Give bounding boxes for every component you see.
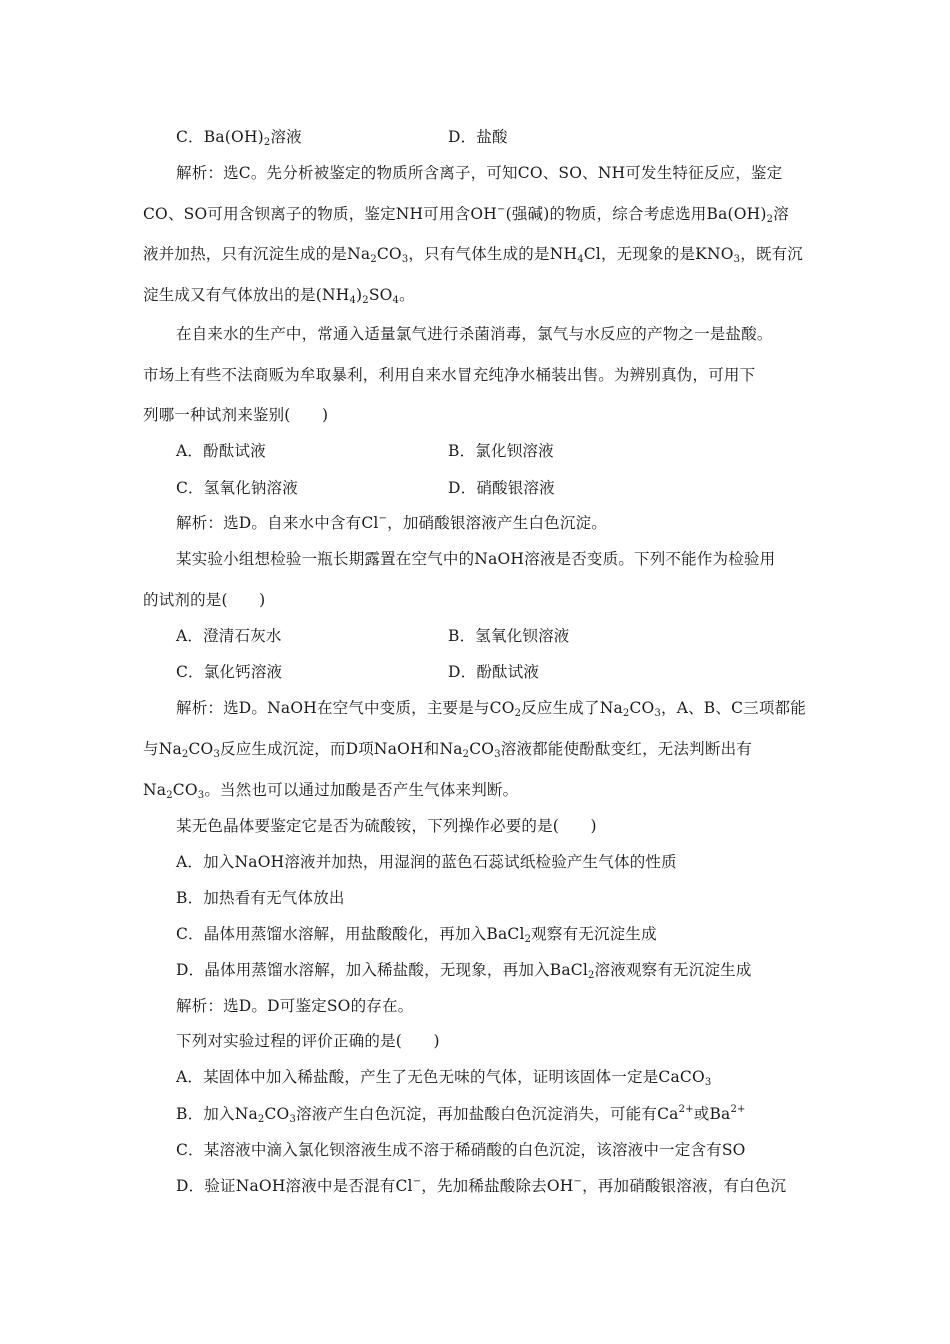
q1-option-a: A．酚酞试液 [176, 442, 266, 460]
q4-option-c: C．某溶液中滴入氯化钡溶液生成不溶于稀硝酸的白色沉淀，该溶液中一定含有SO [176, 1141, 746, 1159]
q4-option-d: D．验证NaOH溶液中是否混有Cl−，先加稀盐酸除去OH−，再加硝酸银溶液，有白色沉 [176, 1176, 787, 1195]
q2-option-b: B．氢氧化钡溶液 [448, 627, 570, 645]
q1-option-d: D．硝酸银溶液 [448, 479, 555, 497]
q3-option-b: B．加热看有无气体放出 [176, 889, 345, 907]
q2-option-a: A．澄清石灰水 [176, 627, 282, 645]
q2-analysis-line-2: 与$Na_2CO_3$反应生成沉淀，而D项NaOH和$Na_2CO_3$溶液都能使酚酞变红，无法判断出有 [143, 740, 752, 760]
q0-option-c: C．$Ba(OH)_2$溶液 [176, 128, 302, 148]
q4-option-a: A．某固体中加入稀盐酸，产生了无色无味的气体，证明该固体一定是CaCO$_3$ [176, 1068, 712, 1088]
q0-analysis-line-1: 解析：选C。先分析被鉴定的物质所含离子，可知CO、SO、NH可发生特征反应，鉴定 [176, 164, 783, 182]
q0-analysis-line-4: 淀生成又有气体放出的是$(NH_4)_2SO_4$。 [143, 286, 415, 306]
q1-option-c: C．氢氧化钠溶液 [176, 479, 298, 497]
q1-analysis: 解析：选D。自来水中含有Cl−，加硝酸银溶液产生白色沉淀。 [176, 513, 607, 532]
q4-option-b: B．加入$Na_2CO_3$溶液产生白色沉淀，再加盐酸白色沉淀消失，可能有$Ca^{2+}$或$Ba^{2+}$ [176, 1104, 746, 1125]
q4-stem: 下列对实验过程的评价正确的是( ) [176, 1032, 440, 1050]
q0-analysis-line-2: CO、SO可用含钡离子的物质，鉴定NH可用含OH−(强碱)的物质，综合考虑选用$Ba(OH)_2$溶 [143, 204, 789, 225]
q1-option-b: B．氯化钡溶液 [448, 442, 554, 460]
q2-stem-line-1: 某实验小组想检验一瓶长期露置在空气中的NaOH溶液是否变质。下列不能作为检验用 [176, 550, 776, 568]
q2-option-d: D．酚酞试液 [448, 663, 540, 681]
q1-stem-line-1: 在自来水的生产中，常通入适量氯气进行杀菌消毒，氯气与水反应的产物之一是盐酸。 [176, 325, 773, 343]
q2-analysis-line-1: 解析：选D。NaOH在空气中变质，主要是与$CO_2$反应生成了$Na_2CO_3$，A、B、C三项都能 [176, 699, 806, 719]
q3-option-a: A．加入NaOH溶液并加热，用湿润的蓝色石蕊试纸检验产生气体的性质 [176, 853, 677, 871]
q3-analysis: 解析：选D。D可鉴定SO的存在。 [176, 997, 414, 1015]
q0-option-d: D．盐酸 [448, 128, 508, 146]
q3-option-c: C．晶体用蒸馏水溶解，用盐酸酸化，再加入BaCl$_2$观察有无沉淀生成 [176, 925, 657, 945]
q2-analysis-line-3: $Na_2CO_3$。当然也可以通过加酸是否产生气体来判断。 [143, 781, 519, 801]
q1-stem-line-2: 市场上有些不法商贩为牟取暴利，利用自来水冒充纯净水桶装出售。为辨别真伪，可用下 [143, 366, 756, 384]
q2-stem-line-2: 的试剂的是( ) [143, 591, 266, 609]
q0-analysis-line-3: 液并加热，只有沉淀生成的是$Na_2CO_3$，只有气体生成的是$NH_4Cl$，无现象的是$KNO_3$，既有沉 [143, 245, 803, 265]
q3-stem: 某无色晶体要鉴定它是否为硫酸铵，下列操作必要的是( ) [176, 817, 597, 835]
q1-stem-line-3: 列哪一种试剂来鉴别( ) [143, 406, 329, 424]
q3-option-d: D．晶体用蒸馏水溶解，加入稀盐酸，无现象，再加入BaCl$_2$溶液观察有无沉淀生成 [176, 961, 752, 981]
q2-option-c: C．氯化钙溶液 [176, 663, 283, 681]
